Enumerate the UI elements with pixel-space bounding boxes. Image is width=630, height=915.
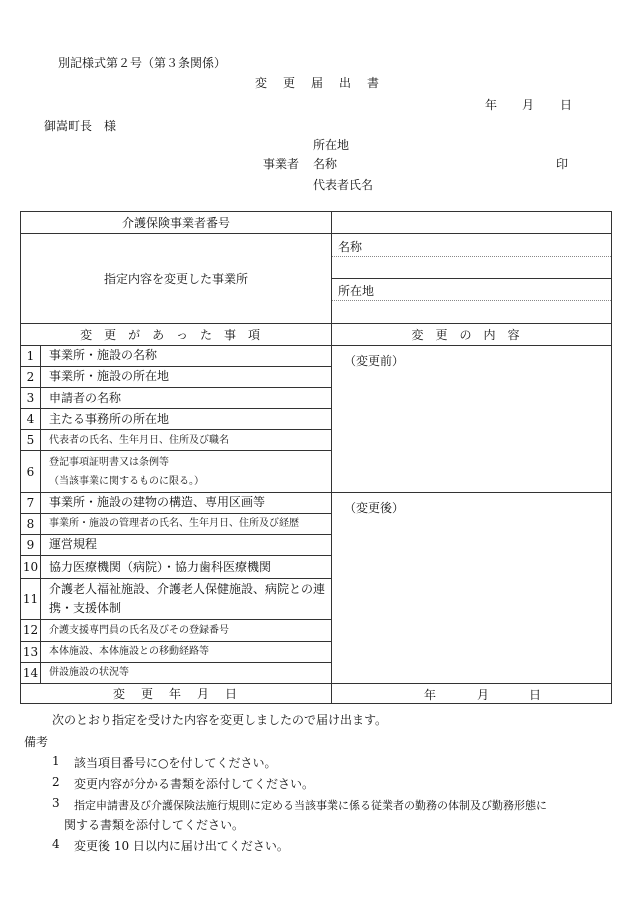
provider-number-field[interactable] — [332, 212, 612, 234]
before-label: （変更前） — [344, 353, 405, 368]
document-title: 変 更 届 出 書 — [255, 76, 382, 90]
item-label: 協力医療機関（病院）・協力歯科医療機関 — [41, 556, 332, 579]
item-label: 事業所・施設の管理者の氏名、生年月日、住所及び経歴 — [41, 513, 332, 534]
date-month-label: 月 — [522, 98, 535, 112]
representative-label: 代表者氏名 — [313, 178, 374, 192]
applicant-role-label: 事業者 — [263, 157, 300, 171]
note-text: 該当項目番号に○を付してください。 — [74, 756, 277, 770]
item-label: 主たる事務所の所在地 — [41, 409, 332, 430]
date-year-label: 年 — [485, 98, 498, 112]
provider-number-label: 介護保険事業者番号 — [21, 212, 332, 234]
item-number[interactable]: 6 — [21, 451, 41, 492]
item-label: 代表者の氏名、生年月日、住所及び職名 — [41, 430, 332, 451]
change-date-year: 年 — [424, 687, 437, 702]
change-date-month: 月 — [477, 687, 490, 702]
note-number: 3 — [52, 796, 60, 810]
item-label: 本体施設、本体施設との移動経路等 — [41, 641, 332, 662]
item-number[interactable]: 10 — [21, 556, 41, 579]
office-info-cell — [332, 234, 612, 324]
item-label-line1: 介護老人福祉施設、介護老人保健施設、病院との連 — [49, 582, 326, 597]
change-date-day: 日 — [529, 687, 542, 702]
note-text: 指定申請書及び介護保険法施行規則に定める当該事業に係る従業者の勤務の体制及び勤務形態に — [74, 799, 547, 812]
item-label: 併設施設の状況等 — [41, 662, 332, 683]
item-number[interactable]: 14 — [21, 662, 41, 683]
item-label-line1: 登記事項証明書又は条例等 — [49, 456, 169, 468]
item-label-line2: （当該事業に関するものに限る。） — [49, 475, 204, 487]
note-number: 4 — [52, 837, 60, 851]
change-date-label: 変 更 年 月 日 — [21, 683, 332, 703]
item-number[interactable]: 3 — [21, 388, 41, 409]
date-day-label: 日 — [560, 98, 573, 112]
item-number[interactable]: 12 — [21, 620, 41, 641]
item-label: 事業所・施設の名称 — [41, 345, 332, 366]
note-number: 2 — [52, 775, 60, 789]
after-label: （変更後） — [344, 500, 405, 515]
office-address-label: 所在地 — [338, 284, 375, 299]
changed-items-header: 変更があった事項 — [21, 323, 332, 345]
note-text-continued: 関する書類を添付してください。 — [64, 818, 245, 832]
item-number[interactable]: 13 — [21, 641, 41, 662]
item-label: 運営規程 — [41, 534, 332, 555]
note-text: 変更内容が分かる書類を添付してください。 — [74, 777, 315, 791]
item-number[interactable]: 2 — [21, 366, 41, 387]
item-label: 申請者の名称 — [41, 388, 332, 409]
form-number: 別記様式第２号（第３条関係） — [58, 56, 227, 70]
office-label: 指定内容を変更した事業所 — [21, 234, 332, 324]
office-name-label: 名称 — [338, 240, 363, 255]
item-label-line2: 携・支援体制 — [49, 601, 122, 616]
addressee: 御嵩町長 様 — [44, 119, 117, 133]
item-number[interactable]: 9 — [21, 534, 41, 555]
applicant-name-label: 名称 — [313, 157, 338, 171]
item-label-multiline — [41, 451, 332, 492]
item-number[interactable]: 5 — [21, 430, 41, 451]
notes-title: 備考 — [24, 735, 49, 749]
item-number[interactable]: 8 — [21, 513, 41, 534]
change-date-field[interactable] — [332, 683, 612, 703]
item-label-multiline — [41, 579, 332, 620]
seal-mark: 印 — [556, 157, 569, 171]
change-notification-table — [20, 211, 612, 704]
item-number[interactable]: 11 — [21, 579, 41, 620]
change-content-header: 変更の内容 — [332, 323, 612, 345]
applicant-address-label: 所在地 — [313, 138, 350, 152]
note-text: 変更後 10 日以内に届け出てください。 — [74, 839, 289, 853]
after-change-field[interactable] — [332, 492, 612, 683]
item-number[interactable]: 1 — [21, 345, 41, 366]
item-label: 事業所・施設の建物の構造、専用区画等 — [41, 492, 332, 513]
item-number[interactable]: 4 — [21, 409, 41, 430]
item-label: 介護支援専門員の氏名及びその登録番号 — [41, 620, 332, 641]
item-label: 事業所・施設の所在地 — [41, 366, 332, 387]
item-number[interactable]: 7 — [21, 492, 41, 513]
note-number: 1 — [52, 754, 60, 768]
statement: 次のとおり指定を受けた内容を変更しましたので届け出ます。 — [52, 713, 388, 727]
before-change-field[interactable] — [332, 345, 612, 492]
